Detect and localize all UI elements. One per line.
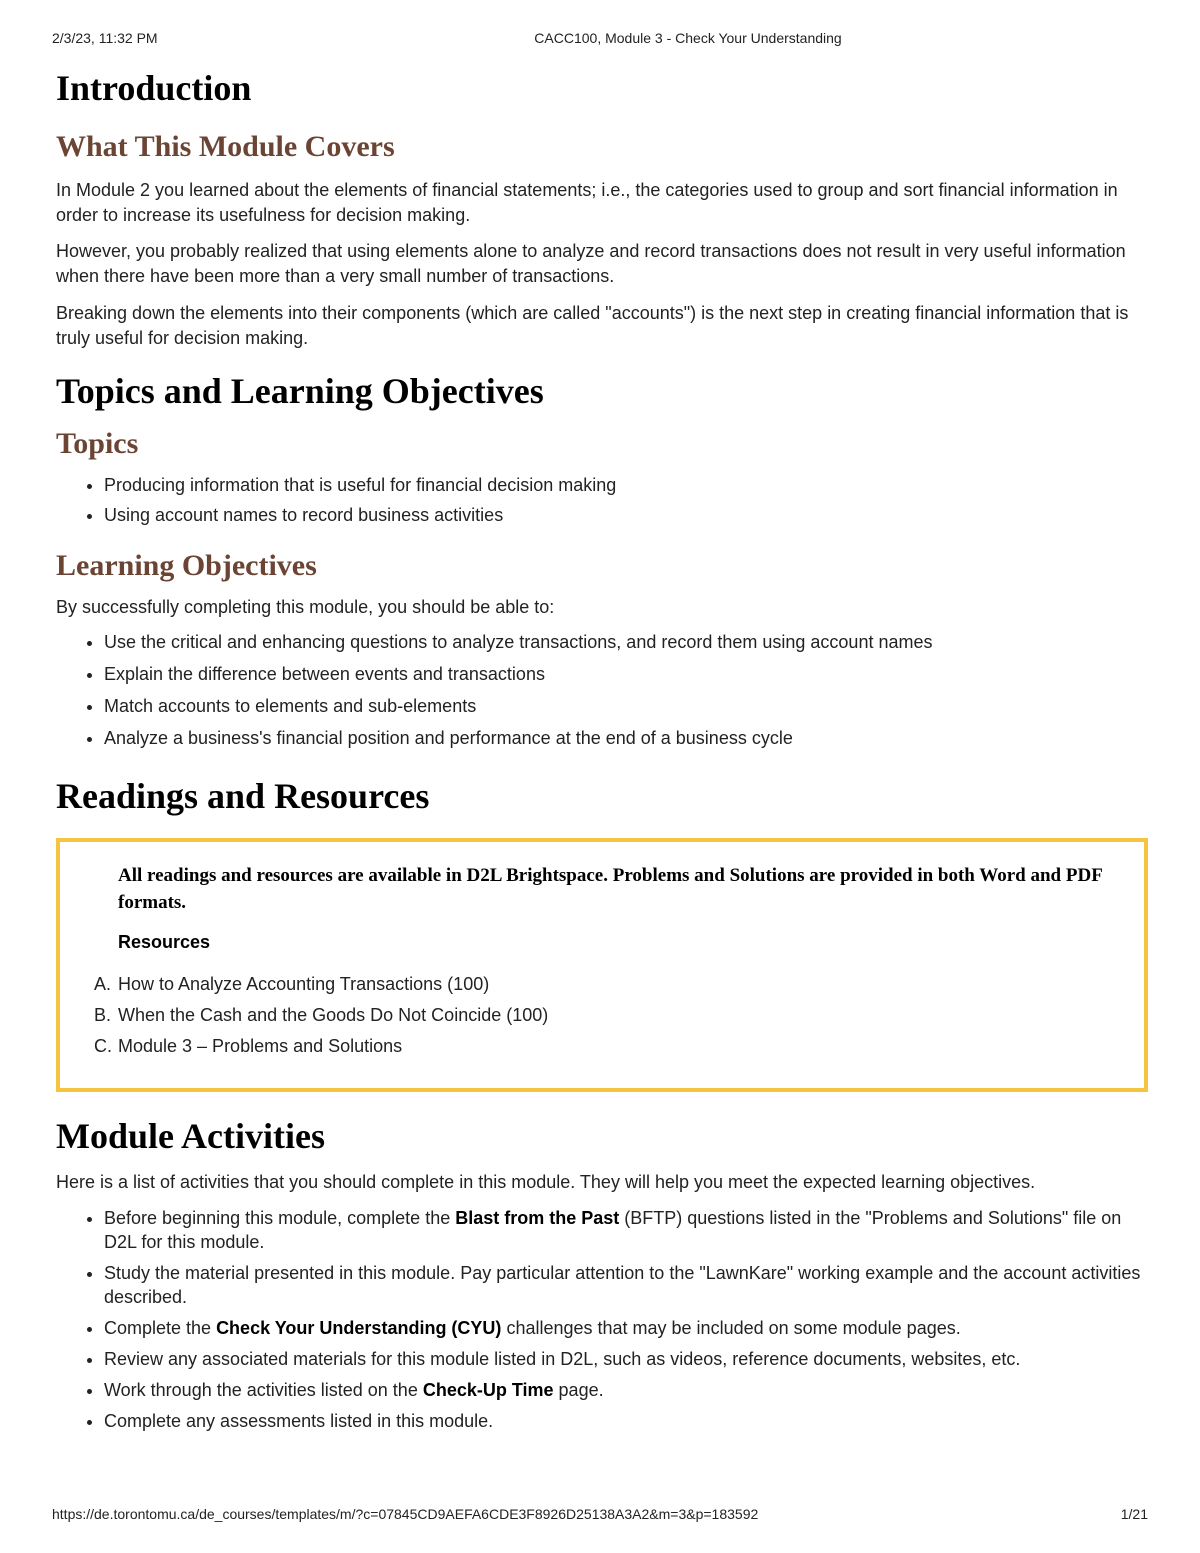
activities-list xyxy=(56,1206,1148,1433)
list-item: • Use the critical and enhancing questions to analyze transactions, and record them using account names xyxy=(104,630,1148,654)
resource-link-3[interactable] xyxy=(94,1031,1128,1062)
list-marker: C. xyxy=(94,1036,112,1056)
page-content xyxy=(56,66,1148,1433)
page-url: https://de.torontomu.ca/de_courses/templates/m/?c=07845CD9AEFA6CDE3F8926D25138A3A2&m=3&p=183592 xyxy=(52,1506,759,1522)
resource-link-1[interactable] xyxy=(94,969,1128,1000)
item-bold: Check-Up Time xyxy=(422,1380,554,1400)
print-header xyxy=(0,30,1200,50)
learning-objectives-heading: Learning Objectives xyxy=(56,549,317,582)
list-item: • Match accounts to elements and sub-elements xyxy=(104,694,1148,718)
intro-paragraph-2: However, you probably realized that using elements alone to analyze and record transactions does not result in very useful information when there have been more than a very small number of transactions. xyxy=(56,241,1126,286)
resource-label: How to Analyze Accounting Transactions (100) xyxy=(118,974,490,994)
item-text: page. xyxy=(553,1380,604,1400)
item-text: (BFTP) questions listed in the "Problems and Solutions" file on D2L for this module. xyxy=(104,1208,1122,1252)
readings-callout xyxy=(56,838,1148,1092)
intro-paragraph-3: Breaking down the elements into their components (which are called "accounts") is the next step in creating financial information that is truly useful for decision making. xyxy=(56,303,1129,348)
list-item xyxy=(104,1409,1148,1433)
topics-heading: Topics xyxy=(56,427,139,460)
list-item xyxy=(104,1378,1148,1402)
resource-link-2[interactable] xyxy=(94,1000,1128,1031)
list-item xyxy=(104,1316,1148,1340)
item-text: challenges that may be included on some module pages. xyxy=(501,1318,961,1338)
objectives-intro: By successfully completing this module, you should be able to: xyxy=(56,597,555,617)
item-text: Before beginning this module, complete the xyxy=(104,1208,456,1228)
readings-note: All readings and resources are available in D2L Brightspace. Problems and Solutions are provided in both Word and PDF formats. xyxy=(118,865,1103,913)
list-item xyxy=(104,1347,1148,1371)
resources-title: Resources xyxy=(118,932,211,952)
list-item xyxy=(104,1206,1148,1254)
item-bold: Check Your Understanding (CYU) xyxy=(216,1318,502,1338)
resource-label: Module 3 – Problems and Solutions xyxy=(118,1036,403,1056)
item-text: Study the material presented in this module. Pay particular attention to the "LawnKare" working example and the account activities described. xyxy=(104,1263,1141,1307)
activities-intro: Here is a list of activities that you should complete in this module. They will help you meet the expected learning objectives. xyxy=(56,1172,1036,1192)
resource-label: When the Cash and the Goods Do Not Coincide (100) xyxy=(118,1005,549,1025)
list-item: • Explain the difference between events and transactions xyxy=(104,662,1148,686)
objectives-list xyxy=(56,630,1148,750)
list-item: • Using account names to record business activities xyxy=(104,503,1148,527)
item-bold: Blast from the Past xyxy=(455,1208,620,1228)
module-activities-heading: Module Activities xyxy=(56,1116,325,1156)
what-module-covers-heading: What This Module Covers xyxy=(56,130,395,163)
print-doc-title: CACC100, Module 3 - Check Your Understanding xyxy=(534,30,842,46)
readings-resources-heading: Readings and Resources xyxy=(56,776,430,816)
item-text: Review any associated materials for this module listed in D2L, such as videos, reference documents, websites, etc. xyxy=(104,1349,1021,1369)
list-item: • Producing information that is useful for financial decision making xyxy=(104,473,1148,497)
topics-objectives-heading: Topics and Learning Objectives xyxy=(56,371,544,411)
list-marker: A. xyxy=(94,974,112,994)
intro-paragraph-1: In Module 2 you learned about the elements of financial statements; i.e., the categories used to group and sort financial information in order to increase its usefulness for decision making. xyxy=(56,180,1118,225)
print-datetime: 2/3/23, 11:32 PM xyxy=(52,30,158,46)
introduction-heading: Introduction xyxy=(56,68,252,108)
item-text: Complete the xyxy=(104,1318,217,1338)
page-number: 1/21 xyxy=(1120,1506,1148,1522)
list-item: • Analyze a business's financial position and performance at the end of a business cycle xyxy=(104,726,1148,750)
item-text: Complete any assessments listed in this module. xyxy=(104,1411,494,1431)
list-marker: B. xyxy=(94,1005,112,1025)
list-item xyxy=(104,1261,1148,1309)
resources-list xyxy=(94,969,1128,1062)
topics-list xyxy=(56,473,1148,527)
item-text: Work through the activities listed on the xyxy=(104,1380,423,1400)
